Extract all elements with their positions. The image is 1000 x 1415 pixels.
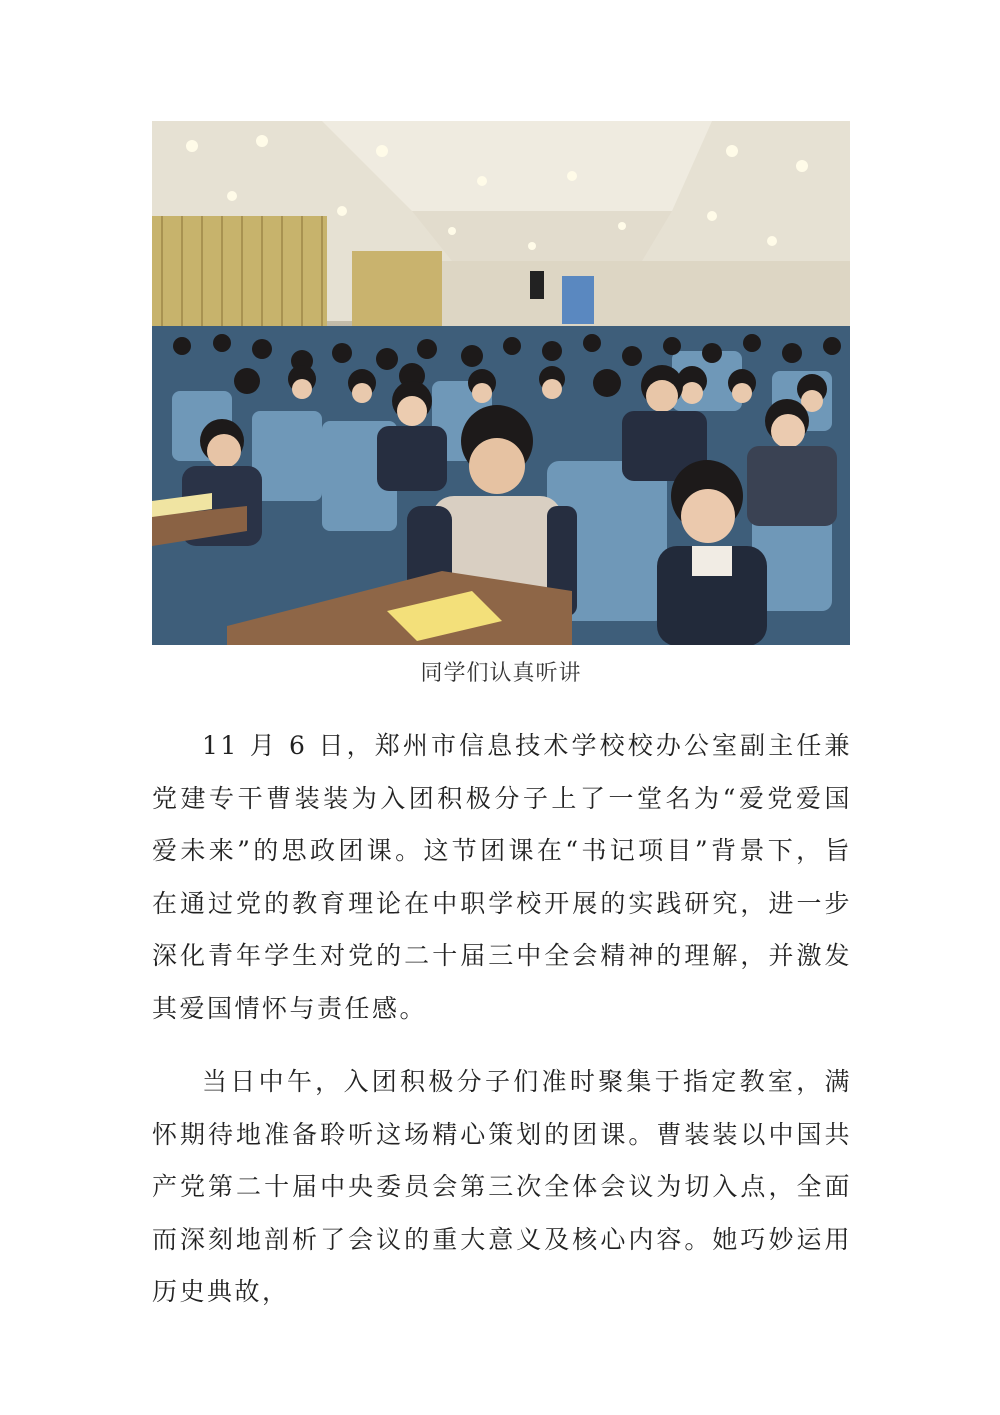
classroom-photo xyxy=(152,121,850,645)
photo-caption: 同学们认真听讲 xyxy=(420,661,582,686)
article-paragraph-1: 11 月 6 日，郑州市信息技术学校校办公室副主任兼党建专干曹装装为入团积极分子上了一堂名为“爱党爱国爱未来”的思政团课。这节团课在“书记项目”背景下，旨在通过党的教育理论在中职学校开展的实践研究，进一步深化青年学生对党的二十届三中全会精神的理解，并激发其爱国情怀与责任感。 xyxy=(152,731,852,1023)
article-paragraph-2: 当日中午，入团积极分子们准时聚集于指定教室，满怀期待地准备聆听这场精心策划的团课。曹装装以中国共产党第二十届中央委员会第三次全体会议为切入点，全面而深刻地剖析了会议的重大意义及核心内容。她巧妙运用历史典故， xyxy=(152,1067,852,1306)
